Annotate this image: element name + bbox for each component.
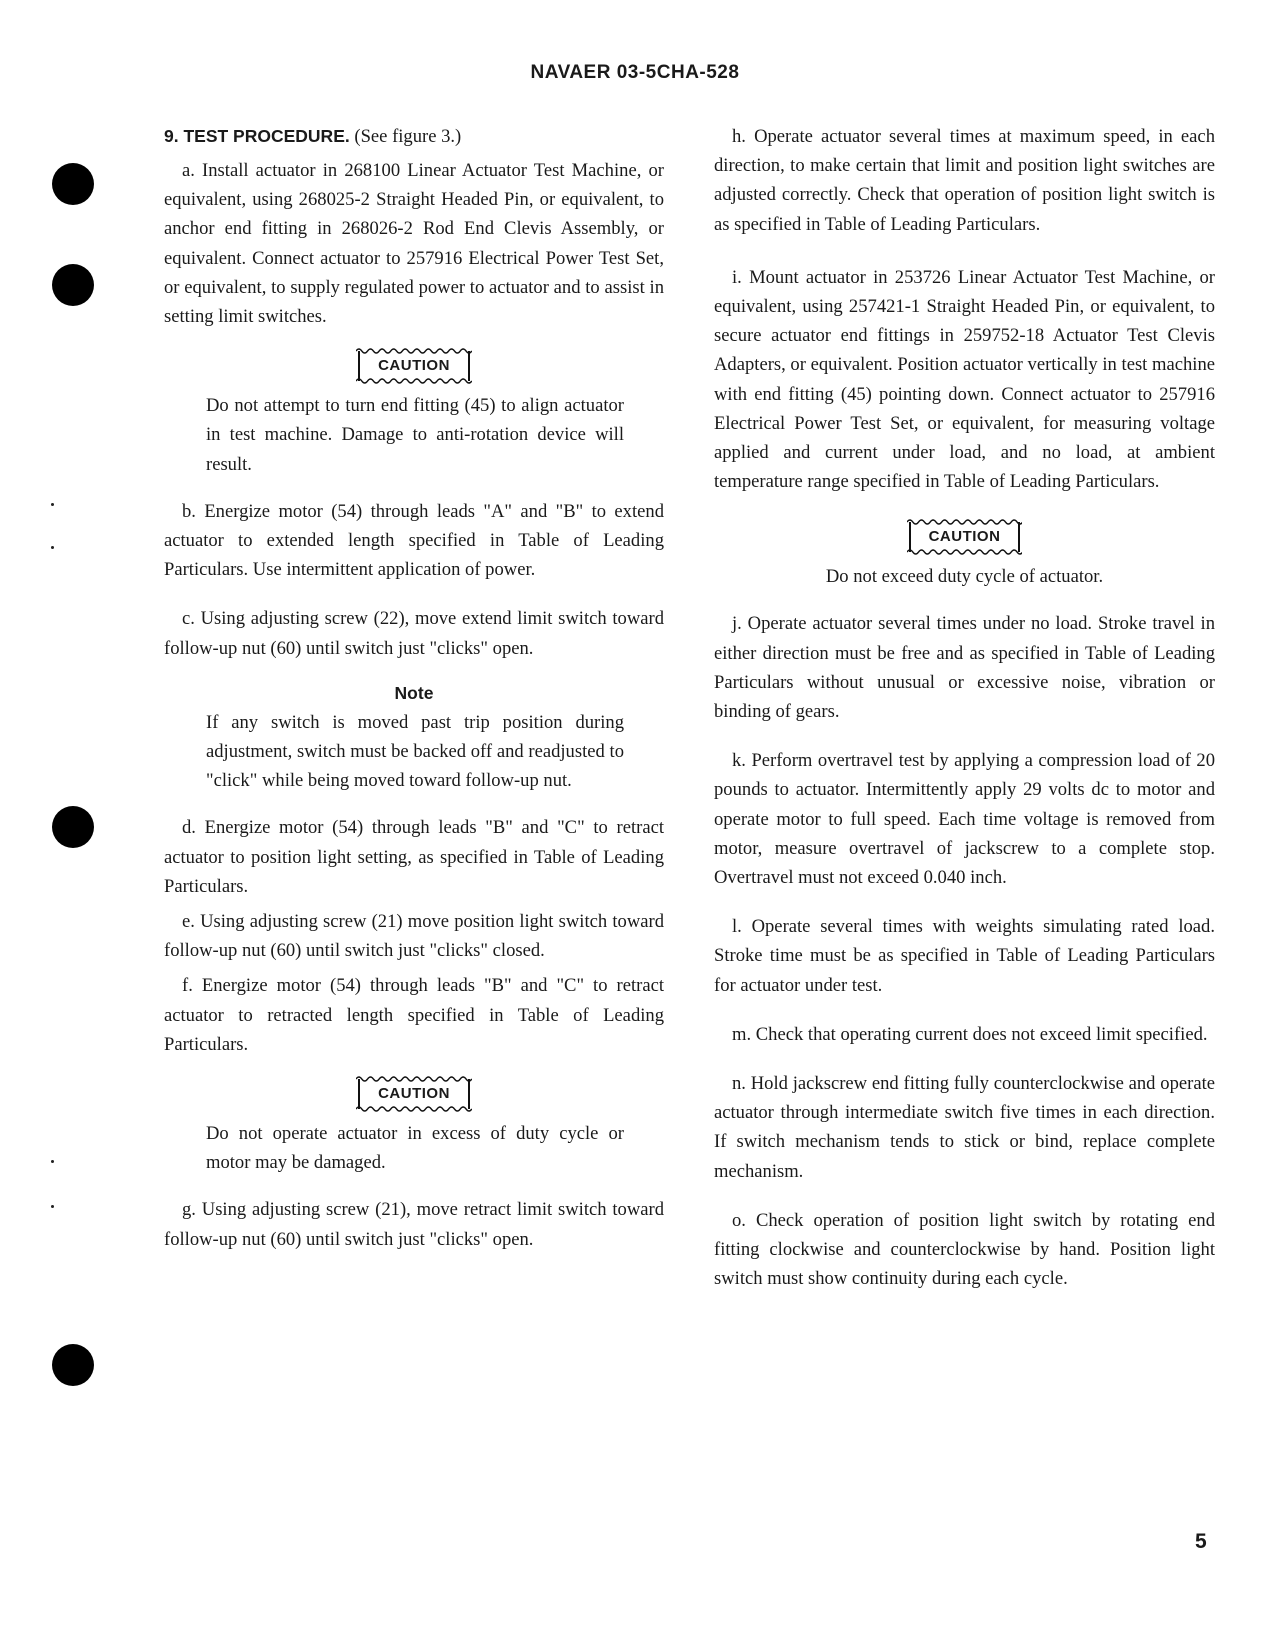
margin-speck bbox=[51, 546, 54, 549]
binder-hole bbox=[52, 264, 94, 306]
step-n: n. Hold jackscrew end fitting fully counterclockwise and operate actuator through intermediate switch five times in each direction. If switch mechanism tends to stick or bind, replace complete mechanism. bbox=[714, 1073, 1215, 1182]
page-number: 5 bbox=[1195, 1530, 1207, 1553]
step-f: f. Energize motor (54) through leads "B" and "C" to retract actuator to retracted length specified in Table of Leading Particulars. bbox=[164, 975, 664, 1055]
step-j: j. Operate actuator several times under no load. Stroke travel in either direction must be free and as specified in Table of Leading Particulars without unusual or excessive noise, vibration or binding of gears. bbox=[714, 613, 1215, 723]
page-header: NAVAER 03-5CHA-528 bbox=[530, 62, 740, 83]
right-column bbox=[714, 122, 1215, 1314]
step-d: d. Energize motor (54) through leads "B" and "C" to retract actuator to position light setting, as specified in Table of Leading Particulars. bbox=[164, 817, 664, 897]
step-c: c. Using adjusting screw (22), move extend limit switch toward follow-up nut (60) until switch just "clicks" open. bbox=[164, 608, 664, 659]
step-h: h. Operate actuator several times at maximum speed, in each direction, to make certain that limit and position light switches are adjusted correctly. Check that operation of position light switch is as specified in Table of Leading Particulars. bbox=[714, 126, 1215, 235]
caution-text: Do not operate actuator in excess of duty cycle or motor may be damaged. bbox=[206, 1123, 624, 1174]
step-o: o. Check operation of position light switch by rotating end fitting clockwise and counterclockwise by hand. Position light switch must show continuity during each cycle. bbox=[714, 1209, 1215, 1290]
margin-speck bbox=[51, 1160, 54, 1163]
section-heading-ref: (See figure 3.) bbox=[349, 126, 462, 147]
left-column bbox=[164, 122, 664, 1274]
step-b: b. Energize motor (54) through leads "A" and "B" to extend actuator to extended length specified in Table of Leading Particulars. Use intermittent application of power. bbox=[164, 500, 664, 581]
step-e: e. Using adjusting screw (21) move position light switch toward follow-up nut (60) until switch just "clicks" closed. bbox=[164, 911, 664, 962]
caution-label bbox=[358, 1079, 470, 1109]
binder-hole bbox=[52, 806, 94, 848]
binder-hole bbox=[52, 163, 94, 205]
step-k: k. Perform overtravel test by applying a compression load of 20 pounds to actuator. Intermittently apply 29 volts dc to motor and operate motor to full speed. Each time voltage is removed from motor, measure overtravel of jackscrew to a complete stop. Overtravel must not exceed 0.040 inch. bbox=[714, 750, 1215, 889]
caution-label bbox=[909, 522, 1021, 552]
caution-label bbox=[358, 351, 470, 381]
note-label: Note bbox=[394, 682, 434, 703]
caution-text: Do not exceed duty cycle of actuator. bbox=[825, 566, 1104, 588]
margin-speck bbox=[51, 1205, 54, 1208]
caution-box-3 bbox=[714, 522, 1215, 552]
step-a: a. Install actuator in 268100 Linear Actuator Test Machine, or equivalent, using 268025-2 Straight Headed Pin, or equivalent, to anchor end fitting in 268026-2 Rod End Clevis Assembly, or equivalent. Connect actuator to 257916 Electrical Power Test Set, or equivalent, to supply regulated power to actuator and to assist in setting limit switches. bbox=[164, 160, 664, 328]
step-i: i. Mount actuator in 253726 Linear Actuator Test Machine, or equivalent, using 257421-1 Straight Headed Pin, or equivalent, to secure actuator end fittings in 259752-18 Actuator Test Clevis Adapters, or equivalent. Position actuator vertically in test machine with end fitting (45) pointing down. Connect actuator to 257916 Electrical Power Test Set, or equivalent, for measuring voltage applied and current under load, and no load, at ambient temperature range specified in Table of Leading Particulars. bbox=[714, 266, 1215, 493]
caution-label-text: CAUTION bbox=[378, 357, 450, 375]
step-l: l. Operate several times with weights simulating rated load. Stroke time must be as specified in Table of Leading Particulars for actuator under test. bbox=[714, 916, 1215, 996]
section-heading bbox=[164, 122, 664, 151]
binder-hole bbox=[52, 1344, 94, 1386]
step-g: g. Using adjusting screw (21), move retract limit switch toward follow-up nut (60) until switch just "clicks" open. bbox=[164, 1199, 664, 1250]
caution-text: Do not attempt to turn end fitting (45) to align actuator in test machine. Damage to anti-rotation device will result. bbox=[206, 395, 624, 475]
caution-box-2 bbox=[164, 1079, 664, 1109]
note-text: If any switch is moved past trip position during adjustment, switch must be backed off and readjusted to "click" while being moved toward follow-up nut. bbox=[206, 711, 624, 792]
margin-speck bbox=[51, 503, 54, 506]
caution-box-1 bbox=[164, 351, 664, 381]
caution-label-text: CAUTION bbox=[378, 1085, 450, 1103]
step-m: m. Check that operating current does not exceed limit specified. bbox=[732, 1023, 1208, 1045]
section-heading-title: 9. TEST PROCEDURE. bbox=[164, 126, 350, 146]
caution-label-text: CAUTION bbox=[928, 528, 1001, 546]
